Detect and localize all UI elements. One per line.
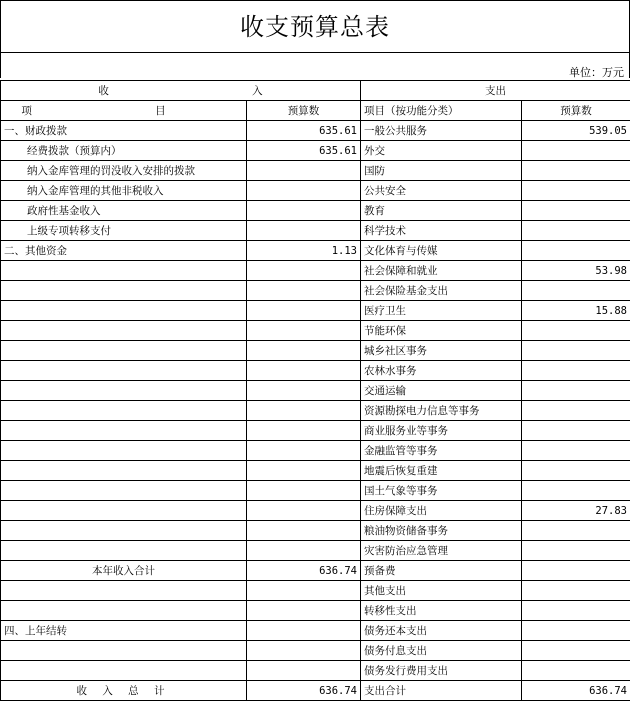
income-item-cell: 二、其他资金	[1, 241, 247, 261]
table-row	[1, 361, 630, 381]
income-item-cell	[1, 341, 247, 361]
table-row	[1, 421, 630, 441]
table-row	[1, 381, 630, 401]
expense-item-cell: 住房保障支出	[361, 501, 522, 521]
table-row	[1, 581, 630, 601]
income-item-cell	[1, 381, 247, 401]
expense-budget-cell: 27.83	[522, 501, 630, 521]
income-budget-cell	[247, 421, 361, 441]
income-item-cell	[1, 581, 247, 601]
budget-header: 预算数	[247, 101, 361, 121]
table-row	[1, 481, 630, 501]
table-row	[1, 261, 630, 281]
expense-item-cell: 资源勘探电力信息等事务	[361, 401, 522, 421]
expense-budget-cell	[522, 281, 630, 301]
expense-item-cell: 交通运输	[361, 381, 522, 401]
income-item-cell	[1, 281, 247, 301]
income-budget-cell	[247, 601, 361, 621]
income-item-cell	[1, 321, 247, 341]
expense-item-cell: 金融监管等事务	[361, 441, 522, 461]
income-item-cell	[1, 661, 247, 681]
income-item-cell	[1, 481, 247, 501]
table-row	[1, 681, 630, 701]
expense-item-cell: 商业服务业等事务	[361, 421, 522, 441]
income-item-cell	[1, 461, 247, 481]
income-budget-cell	[247, 641, 361, 661]
group-header-row	[1, 81, 630, 101]
table-row	[1, 641, 630, 661]
expense-budget-cell	[522, 141, 630, 161]
expense-budget-header: 预算数	[522, 101, 630, 121]
income-item-cell	[1, 541, 247, 561]
expense-item-cell: 城乡社区事务	[361, 341, 522, 361]
income-budget-cell: 636.74	[247, 561, 361, 581]
income-budget-cell	[247, 361, 361, 381]
expense-budget-cell	[522, 661, 630, 681]
income-budget-cell	[247, 541, 361, 561]
expense-budget-cell	[522, 401, 630, 421]
table-row	[1, 341, 630, 361]
income-item-cell	[1, 361, 247, 381]
table-row	[1, 281, 630, 301]
expense-budget-cell	[522, 521, 630, 541]
income-item-cell	[1, 521, 247, 541]
income-budget-cell	[247, 321, 361, 341]
income-budget-cell	[247, 461, 361, 481]
expense-item-cell: 地震后恢复重建	[361, 461, 522, 481]
income-item-cell: 一、财政拨款	[1, 121, 247, 141]
table-row	[1, 661, 630, 681]
expense-budget-cell	[522, 561, 630, 581]
income-budget-cell	[247, 161, 361, 181]
income-item-cell	[1, 401, 247, 421]
unit-label: 单位：万元	[569, 66, 624, 79]
income-budget-cell	[247, 621, 361, 641]
expense-group-header: 支出	[361, 81, 630, 101]
expense-item-cell: 医疗卫生	[361, 301, 522, 321]
expense-item-cell: 国土气象等事务	[361, 481, 522, 501]
expense-budget-cell	[522, 421, 630, 441]
expense-item-cell: 债务还本支出	[361, 621, 522, 641]
expense-item-cell: 公共安全	[361, 181, 522, 201]
table-row	[1, 321, 630, 341]
income-item-cell	[1, 421, 247, 441]
income-item-cell	[1, 641, 247, 661]
table-row	[1, 121, 630, 141]
expense-item-cell: 社会保险基金支出	[361, 281, 522, 301]
table-row	[1, 501, 630, 521]
expense-item-cell: 节能环保	[361, 321, 522, 341]
expense-item-cell: 科学技术	[361, 221, 522, 241]
budget-table	[0, 80, 630, 701]
expense-budget-cell	[522, 601, 630, 621]
income-item-cell: 收 入 总 计	[1, 681, 247, 701]
expense-budget-cell: 636.74	[522, 681, 630, 701]
expense-item-cell: 一般公共服务	[361, 121, 522, 141]
expense-item-cell: 转移性支出	[361, 601, 522, 621]
income-budget-cell	[247, 301, 361, 321]
table-row	[1, 441, 630, 461]
table-row	[1, 241, 630, 261]
expense-budget-cell: 53.98	[522, 261, 630, 281]
income-budget-cell	[247, 381, 361, 401]
expense-item-cell: 债务发行费用支出	[361, 661, 522, 681]
expense-budget-cell	[522, 581, 630, 601]
expense-budget-cell	[522, 181, 630, 201]
income-item-cell	[1, 301, 247, 321]
income-budget-cell	[247, 661, 361, 681]
expense-item-cell: 外交	[361, 141, 522, 161]
item-header: 项 目	[1, 101, 247, 121]
income-budget-cell: 1.13	[247, 241, 361, 261]
expense-item-cell: 教育	[361, 201, 522, 221]
table-row	[1, 561, 630, 581]
income-item-cell: 本年收入合计	[1, 561, 247, 581]
table-row	[1, 161, 630, 181]
expense-item-cell: 灾害防治应急管理	[361, 541, 522, 561]
blank-row	[0, 52, 630, 78]
income-budget-cell	[247, 401, 361, 421]
income-item-cell	[1, 441, 247, 461]
expense-item-cell: 其他支出	[361, 581, 522, 601]
table-row	[1, 141, 630, 161]
income-group-header: 收 入	[1, 81, 361, 101]
expense-budget-cell	[522, 461, 630, 481]
income-item-cell	[1, 601, 247, 621]
income-item-cell: 经费拨款（预算内）	[1, 141, 247, 161]
expense-budget-cell	[522, 341, 630, 361]
table-row	[1, 541, 630, 561]
page-title: 收支预算总表	[0, 0, 630, 52]
table-row	[1, 301, 630, 321]
income-budget-cell: 635.61	[247, 141, 361, 161]
expense-budget-cell: 15.88	[522, 301, 630, 321]
income-item-cell: 纳入金库管理的其他非税收入	[1, 181, 247, 201]
income-item-cell	[1, 261, 247, 281]
expense-budget-cell	[522, 361, 630, 381]
expense-item-cell: 文化体育与传媒	[361, 241, 522, 261]
expense-budget-cell	[522, 321, 630, 341]
income-budget-cell	[247, 581, 361, 601]
table-row	[1, 401, 630, 421]
table-row	[1, 201, 630, 221]
income-budget-cell	[247, 261, 361, 281]
income-budget-cell	[247, 281, 361, 301]
table-row	[1, 461, 630, 481]
table-row	[1, 221, 630, 241]
income-budget-cell	[247, 501, 361, 521]
column-header-row	[1, 101, 630, 121]
expense-budget-cell	[522, 201, 630, 221]
income-budget-cell	[247, 521, 361, 541]
income-budget-cell	[247, 181, 361, 201]
expense-item-cell: 支出合计	[361, 681, 522, 701]
expense-item-cell: 国防	[361, 161, 522, 181]
expense-budget-cell: 539.05	[522, 121, 630, 141]
expense-item-cell: 预备费	[361, 561, 522, 581]
income-item-cell: 四、上年结转	[1, 621, 247, 641]
table-row	[1, 621, 630, 641]
income-budget-cell	[247, 341, 361, 361]
income-budget-cell	[247, 481, 361, 501]
table-row	[1, 181, 630, 201]
income-budget-cell: 635.61	[247, 121, 361, 141]
expense-item-cell: 农林水事务	[361, 361, 522, 381]
expense-budget-cell	[522, 441, 630, 461]
income-item-cell: 上级专项转移支付	[1, 221, 247, 241]
expense-budget-cell	[522, 381, 630, 401]
table-row	[1, 601, 630, 621]
expense-budget-cell	[522, 221, 630, 241]
expense-budget-cell	[522, 641, 630, 661]
expense-budget-cell	[522, 541, 630, 561]
expense-budget-cell	[522, 621, 630, 641]
expense-item-header: 项目（按功能分类）	[361, 101, 522, 121]
table-row	[1, 521, 630, 541]
table-body	[1, 121, 630, 701]
income-budget-cell	[247, 441, 361, 461]
income-budget-cell	[247, 221, 361, 241]
expense-budget-cell	[522, 161, 630, 181]
expense-budget-cell	[522, 241, 630, 261]
expense-item-cell: 社会保障和就业	[361, 261, 522, 281]
expense-budget-cell	[522, 481, 630, 501]
income-budget-cell: 636.74	[247, 681, 361, 701]
expense-item-cell: 债务付息支出	[361, 641, 522, 661]
income-item-cell: 纳入金库管理的罚没收入安排的拨款	[1, 161, 247, 181]
income-item-cell: 政府性基金收入	[1, 201, 247, 221]
income-budget-cell	[247, 201, 361, 221]
expense-item-cell: 粮油物资储备事务	[361, 521, 522, 541]
income-item-cell	[1, 501, 247, 521]
